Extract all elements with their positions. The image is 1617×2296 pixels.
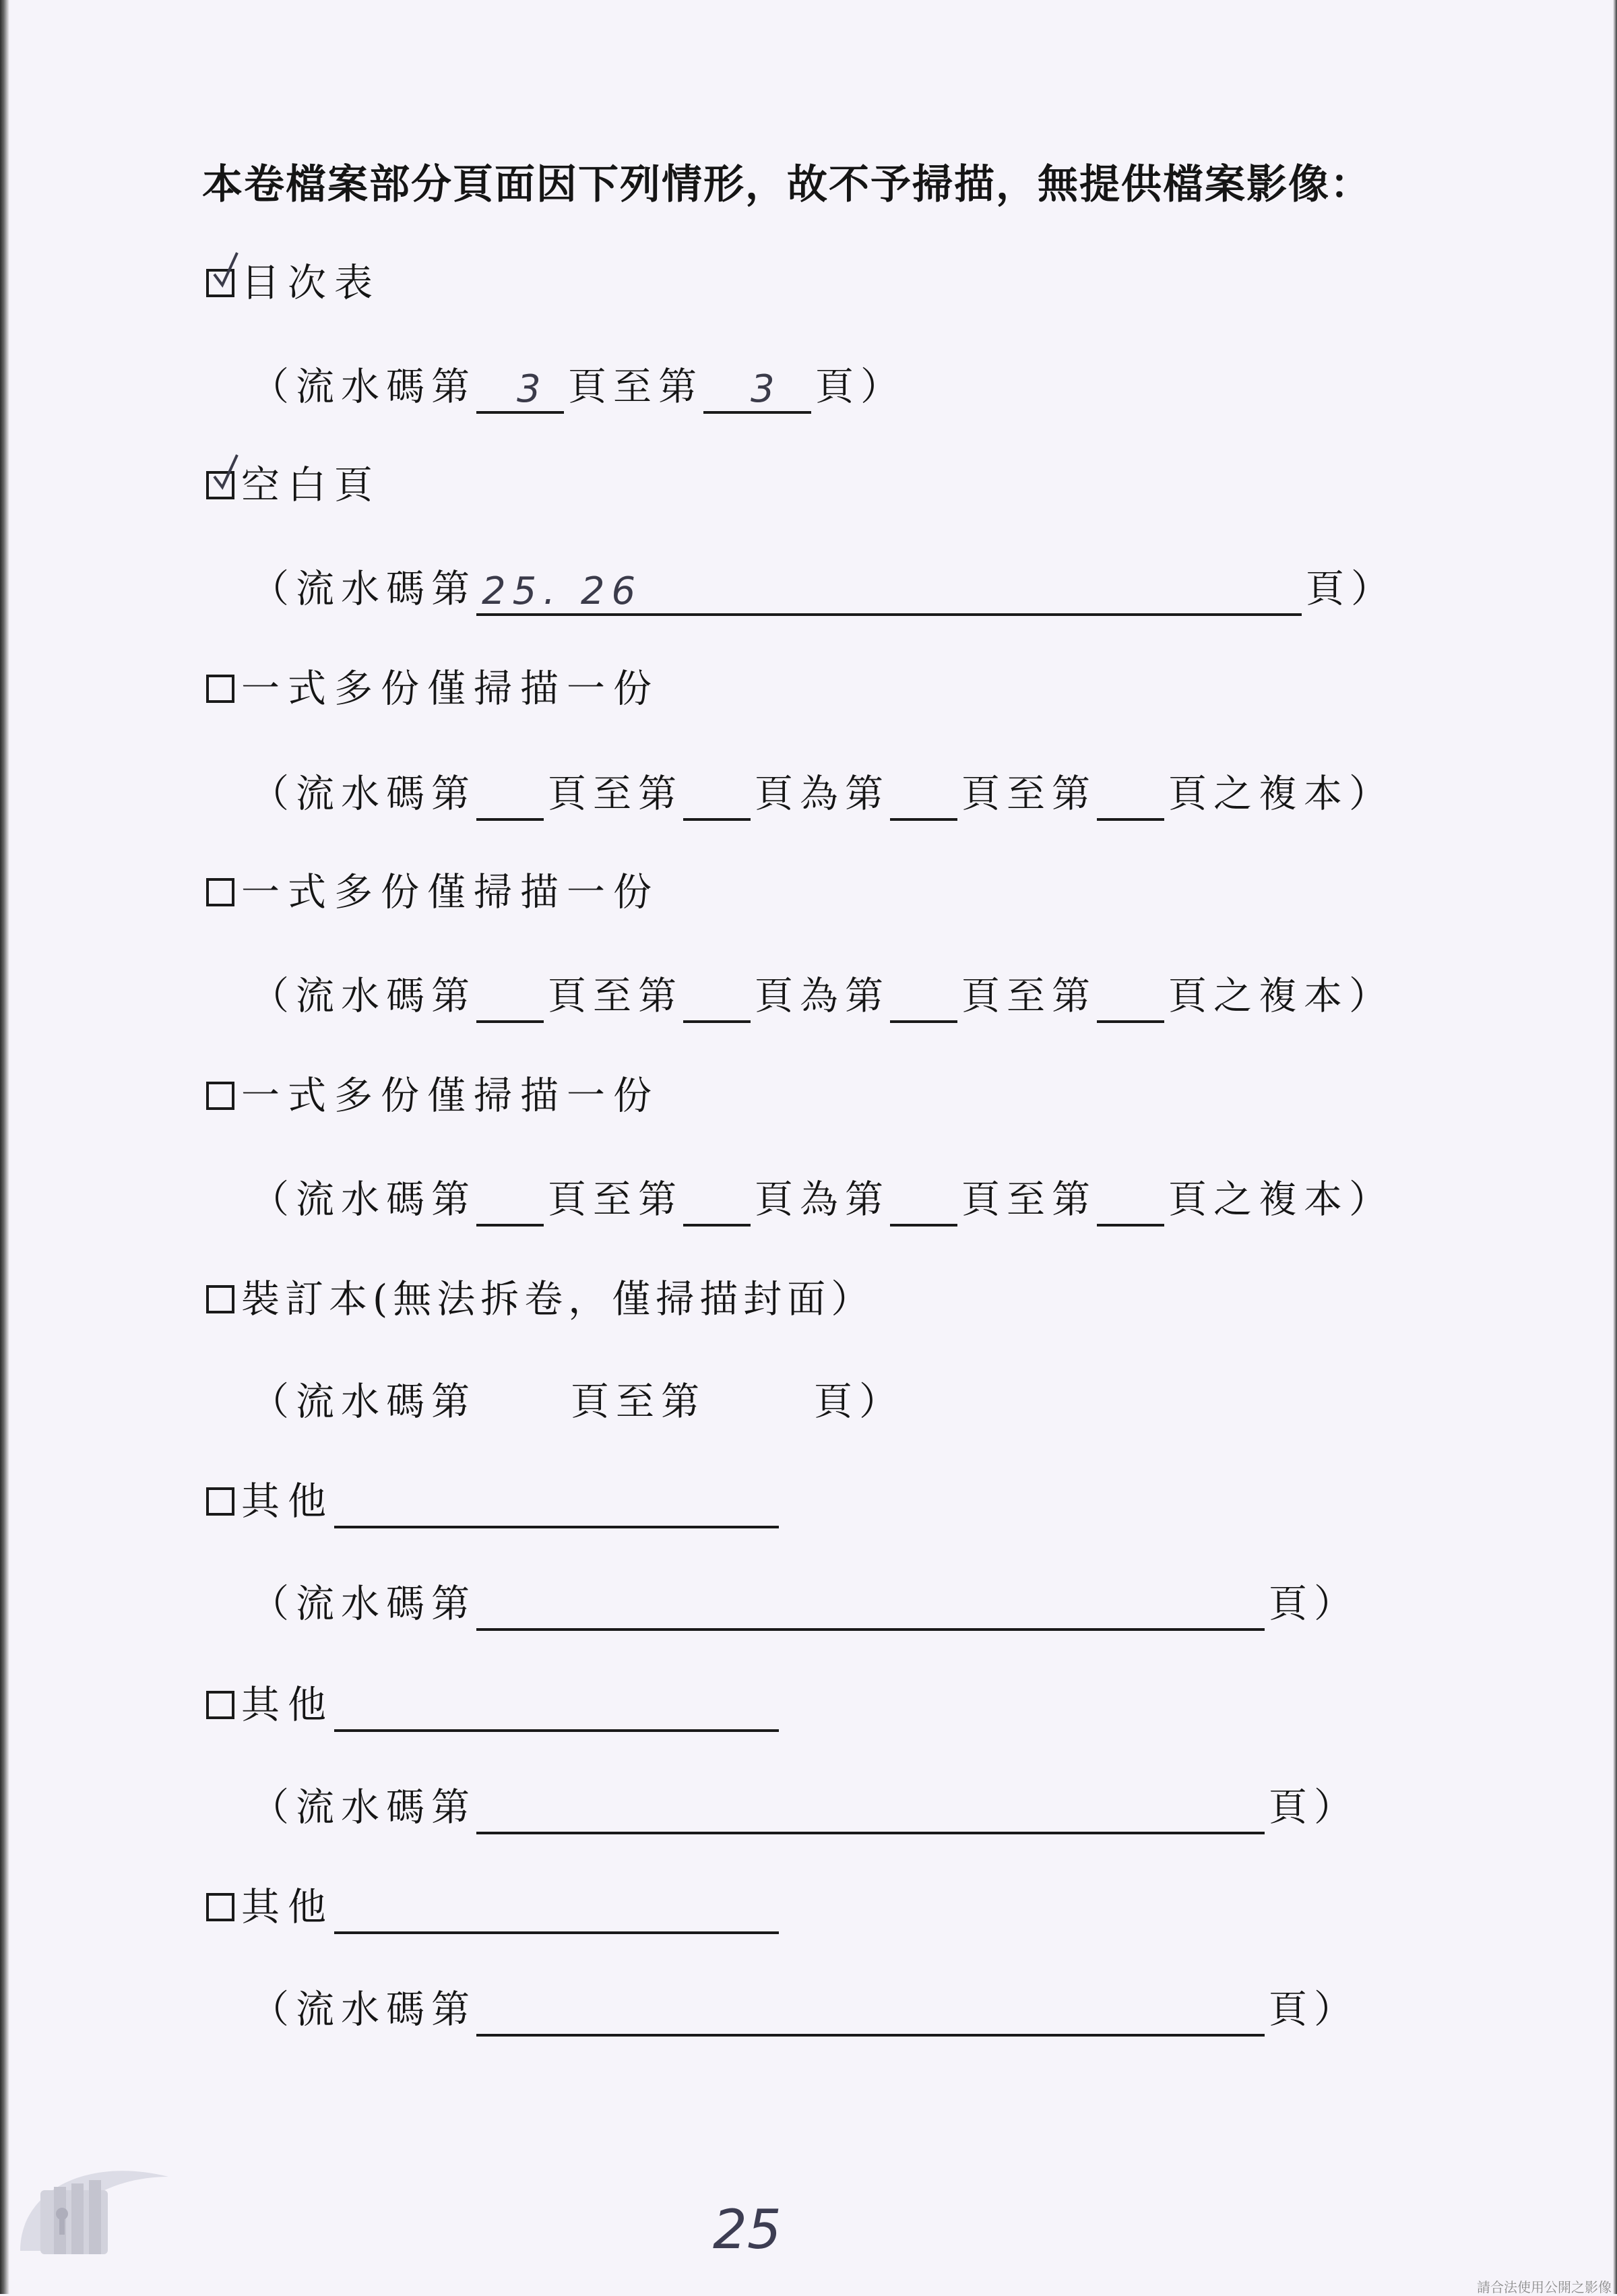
blank-field[interactable] <box>890 1179 957 1227</box>
checkbox-other-1[interactable] <box>206 1487 234 1516</box>
item-label: 其他 <box>241 1683 334 1727</box>
item-duplicate-2 <box>206 865 660 919</box>
item-other-3 <box>206 1880 783 1934</box>
checkbox-duplicate-3[interactable] <box>206 1082 234 1110</box>
check-mark-icon <box>210 251 244 292</box>
serial-duplicate-1: （流水碼第 頁至第 頁為第 頁至第 頁之複本） <box>251 767 1394 821</box>
blank-field[interactable] <box>683 774 751 821</box>
blank-field[interactable] <box>1097 1179 1164 1227</box>
blank-field[interactable] <box>476 1179 544 1227</box>
archive-logo-icon <box>13 2150 175 2258</box>
pages-field[interactable] <box>476 569 1302 616</box>
usage-watermark: 請合法使用公開之影像 <box>1477 2279 1612 2295</box>
serial-duplicate-3: （流水碼第 頁至第 頁為第 頁至第 頁之複本） <box>251 1173 1394 1227</box>
blank-field[interactable] <box>476 976 544 1023</box>
item-label: 一式多份僅掃描一份 <box>241 870 660 914</box>
serial-other-1: （流水碼第 頁） <box>251 1577 1359 1631</box>
checkbox-other-2[interactable] <box>206 1691 234 1719</box>
item-label: 其他 <box>241 1885 334 1929</box>
item-duplicate-1 <box>206 662 660 716</box>
serial-range-toc: （流水碼第 3 頁至第 3 頁） <box>251 360 906 414</box>
blank-field[interactable] <box>683 976 751 1023</box>
checkbox-other-3[interactable] <box>206 1893 234 1921</box>
item-label: 一式多份僅掃描一份 <box>241 666 660 711</box>
serial-other-2: （流水碼第 頁） <box>251 1780 1359 1834</box>
checkbox-toc[interactable] <box>206 269 234 297</box>
item-duplicate-3 <box>206 1069 660 1123</box>
blank-field[interactable] <box>683 1179 751 1227</box>
item-label: 其他 <box>241 1479 334 1524</box>
blank-field[interactable] <box>476 774 544 821</box>
other-description-field[interactable] <box>334 1481 779 1528</box>
item-other-1 <box>206 1475 783 1528</box>
serial-duplicate-2: （流水碼第 頁至第 頁為第 頁至第 頁之複本） <box>251 969 1394 1023</box>
handwritten-pages: 25. 26 <box>482 569 643 613</box>
blank-field[interactable] <box>890 774 957 821</box>
start-page-field[interactable] <box>476 367 564 414</box>
checkbox-blank-pages[interactable] <box>206 471 234 499</box>
other-description-field[interactable] <box>334 1685 779 1732</box>
scan-edge-left <box>0 0 9 2294</box>
check-mark-icon <box>210 454 244 494</box>
page-heading: 本卷檔案部分頁面因下列情形，故不予掃描，無提供檔案影像： <box>202 161 1372 208</box>
pages-field[interactable] <box>476 1989 1265 2037</box>
serial-blank-pages: （流水碼第 25. 26 頁） <box>251 562 1396 616</box>
item-label: 一式多份僅掃描一份 <box>241 1074 660 1118</box>
item-label: 空白頁 <box>241 463 381 507</box>
handwritten-end-page: 3 <box>751 367 782 411</box>
end-page-field[interactable] <box>703 367 811 414</box>
handwritten-page-number: 25 <box>713 2198 782 2261</box>
item-toc <box>206 256 381 310</box>
item-label: 裝訂本(無法拆卷，僅掃描封面） <box>241 1277 875 1322</box>
serial-bound-volume: （流水碼第 頁至第 頁） <box>251 1379 904 1424</box>
blank-field[interactable] <box>1097 976 1164 1023</box>
serial-other-3: （流水碼第 頁） <box>251 1983 1359 2037</box>
checkbox-duplicate-2[interactable] <box>206 878 234 906</box>
item-bound-volume <box>206 1272 875 1326</box>
checkbox-bound-volume[interactable] <box>206 1285 234 1313</box>
item-label: 目次表 <box>241 261 381 305</box>
other-description-field[interactable] <box>334 1887 779 1934</box>
handwritten-start-page: 3 <box>517 367 548 411</box>
scan-edge-right <box>1613 0 1617 2294</box>
pages-field[interactable] <box>476 1787 1265 1834</box>
checkbox-duplicate-1[interactable] <box>206 675 234 703</box>
pages-field[interactable] <box>476 1584 1265 1631</box>
blank-field[interactable] <box>1097 774 1164 821</box>
item-other-2 <box>206 1678 783 1732</box>
item-blank-pages <box>206 458 381 512</box>
blank-field[interactable] <box>890 976 957 1023</box>
